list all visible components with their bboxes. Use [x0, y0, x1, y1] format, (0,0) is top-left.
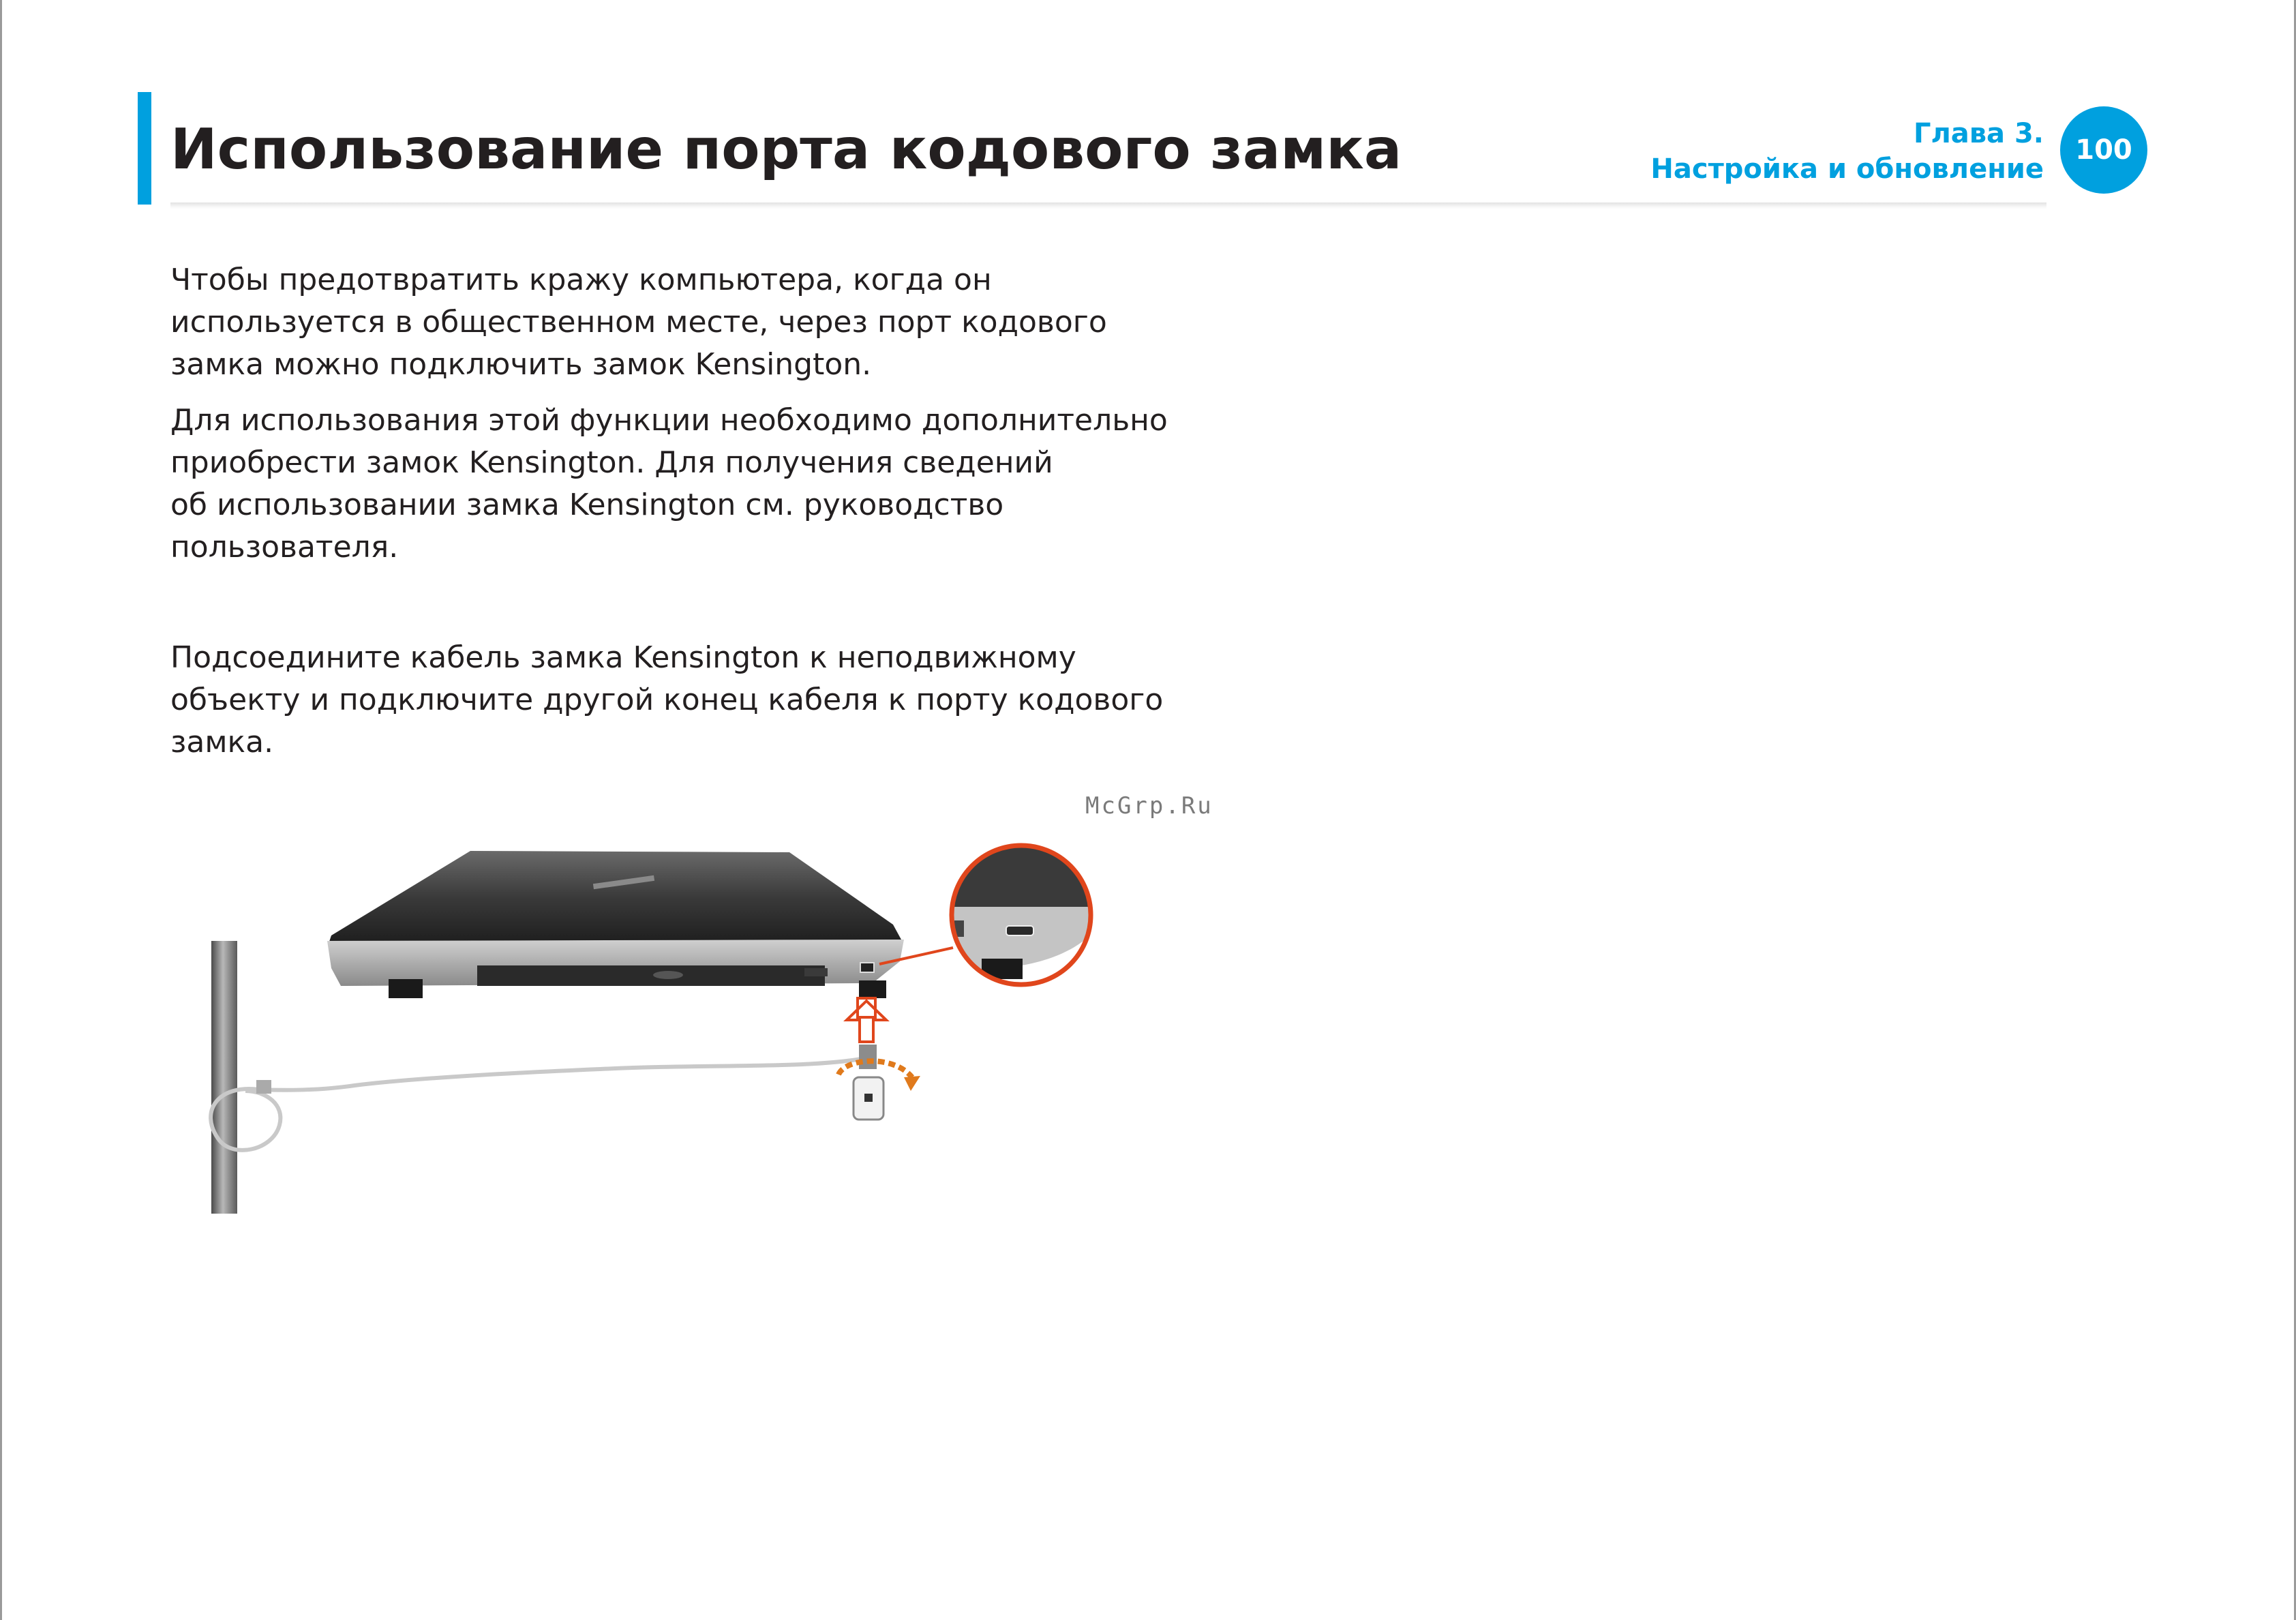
- lock-key-slot: [864, 1094, 873, 1102]
- lock-port: [860, 963, 874, 972]
- watermark: McGrp.Ru: [1085, 792, 1213, 820]
- title-underline: [170, 202, 2046, 209]
- intro-line: Чтобы предотвратить кражу компьютера, когда он: [170, 262, 992, 297]
- instruction-line: объекту и подключите другой конец кабеля к порту кодового: [170, 682, 1164, 717]
- kensington-lock-illustration: [191, 805, 1118, 1227]
- laptop-foot: [389, 979, 423, 998]
- lock-cable: [259, 1058, 866, 1090]
- intro-line: используется в общественном месте, через порт кодового: [170, 305, 1107, 340]
- page-edge-left: [0, 0, 2, 1620]
- lock-spring: [859, 1045, 877, 1069]
- note-line: об использовании замка Kensington см. руководство: [170, 487, 1004, 522]
- page-number: 100: [2075, 134, 2132, 166]
- arrow-shaft: [860, 1017, 873, 1042]
- note-line: Для использования этой функции необходимо дополнительно: [170, 403, 1168, 438]
- title-accent-bar: [138, 92, 151, 205]
- chapter-label: [1650, 116, 2044, 187]
- chapter-number: Глава 3.: [1913, 118, 2044, 149]
- instruction-line: замка.: [170, 725, 274, 760]
- intro-paragraph: [170, 259, 1107, 386]
- chapter-title: Настройка и обновление: [1650, 153, 2044, 185]
- note-paragraph: [170, 400, 1168, 569]
- note-line: приобрести замок Kensington. Для получения сведений: [170, 445, 1053, 480]
- instruction-line: Подсоедините кабель замка Kensington к неподвижному: [170, 640, 1076, 675]
- note-line: пользователя.: [170, 530, 399, 565]
- turn-arrow-head: [904, 1076, 920, 1091]
- pole: [211, 941, 237, 1214]
- laptop-lid: [329, 851, 901, 944]
- intro-line: замка можно подключить замок Kensington.: [170, 347, 872, 382]
- drive-eject-button: [653, 971, 683, 979]
- usb-port: [804, 968, 828, 976]
- cable-crimp: [256, 1080, 271, 1094]
- instruction-paragraph: [170, 637, 1163, 764]
- optical-drive: [477, 965, 825, 986]
- page-number-badge: [2060, 106, 2147, 194]
- laptop-foot: [859, 980, 886, 998]
- page-title: Использование порта кодового замка: [170, 117, 1402, 182]
